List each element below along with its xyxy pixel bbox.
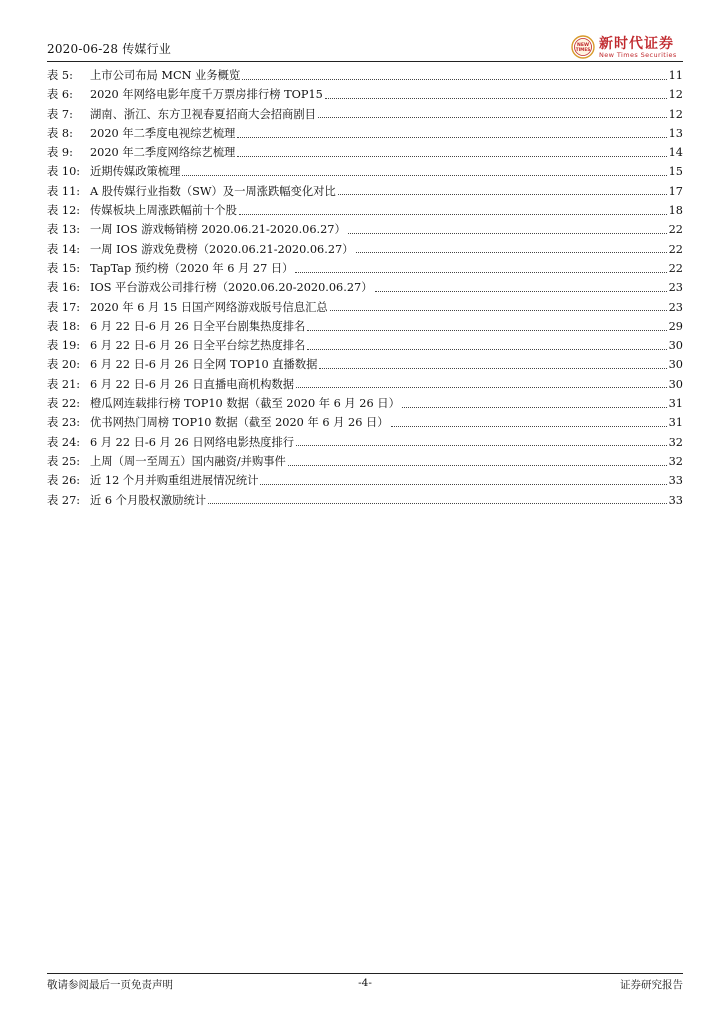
toc-dot-leader <box>237 155 666 157</box>
toc-entry-page[interactable]: 32 <box>668 454 683 468</box>
toc-dot-leader <box>356 251 667 253</box>
toc-entry[interactable] <box>47 278 683 297</box>
toc-entry-label: 表 8: <box>47 126 73 140</box>
toc-entry-label: 表 12: <box>47 204 81 218</box>
toc-dot-leader <box>325 97 667 99</box>
toc-entry-label: 表 7: <box>47 107 73 121</box>
toc-dot-leader <box>239 213 667 215</box>
toc-dot-leader <box>295 271 666 273</box>
toc-entry-title[interactable]: 2020 年 6 月 15 日国产网络游戏版号信息汇总 <box>90 300 328 314</box>
toc-entry-title[interactable]: 6 月 22 日-6 月 26 日全平台综艺热度排名 <box>90 339 306 353</box>
toc-entry-page[interactable]: 31 <box>668 397 683 411</box>
toc-dot-leader <box>375 290 667 292</box>
toc-entry-page[interactable]: 17 <box>668 184 683 198</box>
toc-dot-leader <box>318 116 667 118</box>
footer-disclaimer: 敬请参阅最后一页免责声明 <box>47 979 173 991</box>
toc-entry-page[interactable]: 13 <box>668 126 683 140</box>
toc-dot-leader <box>391 425 667 427</box>
toc-entry[interactable] <box>47 220 683 239</box>
toc-entry-page[interactable]: 12 <box>668 88 683 102</box>
toc-dot-leader <box>182 174 666 176</box>
toc-entry-page[interactable]: 31 <box>668 416 683 430</box>
toc-entry-page[interactable]: 29 <box>668 319 683 333</box>
toc-entry-title[interactable]: 一周 IOS 游戏免费榜（2020.06.21-2020.06.27） <box>90 242 354 256</box>
toc-dot-leader <box>237 136 666 138</box>
toc-entry-label: 表 15: <box>47 261 81 275</box>
footer-divider <box>47 973 683 974</box>
toc-entry-label: 表 17: <box>47 300 81 314</box>
toc-entry-title[interactable]: 传媒板块上周涨跌幅前十个股 <box>90 204 237 218</box>
toc-entry-label: 表 14: <box>47 242 81 256</box>
toc-entry[interactable] <box>47 355 683 374</box>
new-times-logo-icon <box>571 35 595 59</box>
toc-dot-leader <box>260 483 666 485</box>
toc-entry-label: 表 13: <box>47 223 81 237</box>
toc-entry-page[interactable]: 33 <box>668 474 683 488</box>
logo-name-cn: 新时代证券 <box>599 36 674 52</box>
toc-entry-label: 表 6: <box>47 88 73 102</box>
toc-entry-page[interactable]: 12 <box>668 107 683 121</box>
toc-entry-page[interactable]: 14 <box>668 146 683 160</box>
toc-entry-title[interactable]: A 股传媒行业指数（SW）及一周涨跌幅变化对比 <box>90 184 336 198</box>
toc-entry[interactable] <box>47 336 683 355</box>
toc-entry[interactable] <box>47 162 683 181</box>
toc-dot-leader <box>348 232 667 234</box>
toc-entry-label: 表 16: <box>47 281 81 295</box>
company-logo <box>571 33 683 61</box>
toc-entry-page[interactable]: 11 <box>668 69 683 82</box>
toc-entry-page[interactable]: 18 <box>668 204 683 218</box>
toc-entry[interactable] <box>47 471 683 490</box>
toc-entry[interactable] <box>47 124 683 143</box>
toc-entry-label: 表 24: <box>47 435 81 449</box>
toc-dot-leader <box>296 386 667 388</box>
toc-entry-label: 表 23: <box>47 416 81 430</box>
toc-entry-label: 表 22: <box>47 397 81 411</box>
toc-entry[interactable] <box>47 259 683 278</box>
toc-entry-page[interactable]: 30 <box>668 377 683 391</box>
toc-entry-page[interactable]: 30 <box>668 358 683 372</box>
toc-entry-title[interactable]: 橙瓜网连载排行榜 TOP10 数据（截至 2020 年 6 月 26 日） <box>90 397 400 411</box>
toc-entry[interactable] <box>47 317 683 336</box>
svg-text:NEW: NEW <box>576 43 590 48</box>
logo-name-en: New Times Securities <box>599 51 677 59</box>
toc-entry-title[interactable]: 上周（周一至周五）国内融资/并购事件 <box>90 454 286 468</box>
toc-entry[interactable] <box>47 201 683 220</box>
toc-dot-leader <box>319 367 666 369</box>
toc-entry[interactable] <box>47 394 683 413</box>
toc-dot-leader <box>288 464 667 466</box>
toc-entry-label: 表 9: <box>47 146 73 160</box>
toc-entry-title[interactable]: 6 月 22 日-6 月 26 日网络电影热度排行 <box>90 435 295 449</box>
toc-entry-title[interactable]: 近期传媒政策梳理 <box>90 165 181 179</box>
header-divider <box>47 61 683 62</box>
toc-entry[interactable] <box>47 491 683 510</box>
toc-entry-title[interactable]: 近 12 个月并购重组进展情况统计 <box>90 474 259 488</box>
toc-entry-label: 表 5: <box>47 69 73 82</box>
toc-entry-label: 表 19: <box>47 339 81 353</box>
toc-dot-leader <box>296 444 667 446</box>
toc-dot-leader <box>402 406 667 408</box>
toc-entry[interactable] <box>47 298 683 317</box>
page-header <box>47 33 683 61</box>
toc-entry-page[interactable]: 22 <box>668 223 683 237</box>
footer-report-type: 证券研究报告 <box>620 979 683 991</box>
toc-entry[interactable] <box>47 375 683 394</box>
page-number: -4- <box>358 977 372 989</box>
toc-dot-leader <box>330 309 667 311</box>
toc-entry-title[interactable]: 6 月 22 日-6 月 26 日全平台剧集热度排名 <box>90 319 306 333</box>
toc-entry-page[interactable]: 23 <box>668 300 683 314</box>
table-of-contents <box>47 66 683 510</box>
toc-dot-leader <box>208 502 667 504</box>
toc-entry-page[interactable]: 22 <box>668 242 683 256</box>
header-date-industry: 2020-06-28 传媒行业 <box>47 42 172 56</box>
toc-entry[interactable] <box>47 105 683 124</box>
toc-entry-label: 表 18: <box>47 319 81 333</box>
toc-entry-title[interactable]: TapTap 预约榜（2020 年 6 月 27 日） <box>90 261 294 275</box>
toc-entry-title[interactable]: 优书网热门周榜 TOP10 数据（截至 2020 年 6 月 26 日） <box>90 416 389 430</box>
toc-entry[interactable] <box>47 433 683 452</box>
toc-entry-label: 表 21: <box>47 377 81 391</box>
toc-entry-page[interactable]: 30 <box>668 339 683 353</box>
toc-dot-leader <box>307 329 666 331</box>
toc-entry[interactable] <box>47 143 683 162</box>
toc-entry-title[interactable]: 6 月 22 日-6 月 26 日全网 TOP10 直播数据 <box>90 358 318 372</box>
toc-entry-page[interactable]: 32 <box>668 435 683 449</box>
page-footer <box>47 977 683 993</box>
toc-entry-title[interactable]: 近 6 个月股权激励统计 <box>90 493 207 507</box>
toc-entry-title[interactable]: 2020 年网络电影年度千万票房排行榜 TOP15 <box>90 88 323 102</box>
toc-dot-leader <box>307 348 666 350</box>
toc-dot-leader <box>242 78 666 80</box>
toc-entry-title[interactable]: 6 月 22 日-6 月 26 日直播电商机构数据 <box>90 377 295 391</box>
toc-entry[interactable] <box>47 452 683 471</box>
toc-entry-page[interactable]: 22 <box>668 261 683 275</box>
toc-entry-title[interactable]: 湖南、浙江、东方卫视春夏招商大会招商剧目 <box>90 107 316 121</box>
toc-entry[interactable] <box>47 66 683 85</box>
toc-entry[interactable] <box>47 182 683 201</box>
toc-entry-title[interactable]: 上市公司布局 MCN 业务概览 <box>90 69 241 82</box>
toc-entry-page[interactable]: 15 <box>668 165 683 179</box>
toc-entry-page[interactable]: 23 <box>668 281 683 295</box>
toc-entry-title[interactable]: IOS 平台游戏公司排行榜（2020.06.20-2020.06.27） <box>90 281 373 295</box>
svg-text:TIMES: TIMES <box>575 47 591 52</box>
toc-dot-leader <box>338 193 667 195</box>
toc-entry-title[interactable]: 2020 年二季度网络综艺梳理 <box>90 146 236 160</box>
toc-entry-title[interactable]: 一周 IOS 游戏畅销榜 2020.06.21-2020.06.27） <box>90 223 346 237</box>
toc-entry-label: 表 11: <box>47 184 81 198</box>
toc-entry-label: 表 20: <box>47 358 81 372</box>
toc-entry-title[interactable]: 2020 年二季度电视综艺梳理 <box>90 126 236 140</box>
toc-entry[interactable] <box>47 240 683 259</box>
toc-entry-label: 表 27: <box>47 493 81 507</box>
toc-entry-label: 表 10: <box>47 165 81 179</box>
toc-entry-label: 表 25: <box>47 454 81 468</box>
toc-entry-page[interactable]: 33 <box>668 493 683 507</box>
toc-entry[interactable] <box>47 85 683 104</box>
toc-entry[interactable] <box>47 413 683 432</box>
toc-entry-label: 表 26: <box>47 474 81 488</box>
